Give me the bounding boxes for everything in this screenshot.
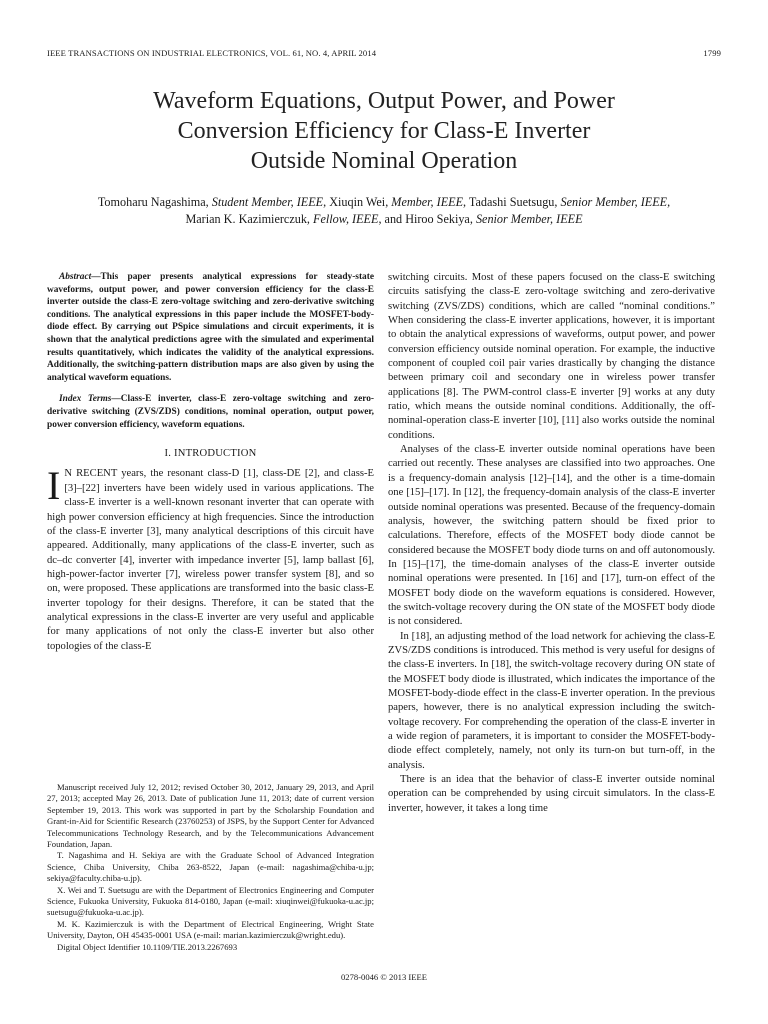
index-terms-label: Index Terms [59,394,112,405]
body-text: Analyses of the class-E inverter outside nominal operations have been carried out recently. These analyses are classified into two approaches. One is a frequency-domain analysis [12]–[14], and the other is a time-domain one [15]–[17]. In [12], the frequency-domain analysis of the class-E inverter outside nominal operations was presented. Because of the frequency-domain analysis, however, the switching pattern should be fixed prior to calculations. Therefore, effects of the MOSFET body diode cannot be considered because the MOSFET body diode turns on and off autonomously. In [15]–[17], the time-domain analyses of the class-E inverter outside nominal operations were presented. In [16] and [17], turn-on effect of the MOSFET body diode on the waveform equations is considered. However, the switch-voltage recovery during the [388,444,715,613]
body-paragraph: There is an idea that the behavior of class-E inverter outside nominal operation can be comprehended by using circuit simulators. In the class-E inverter, however, it takes a long time [388,774,715,814]
journal-name: IEEE TRANSACTIONS ON INDUSTRIAL ELECTRONICS, VOL. 61, NO. 4, APRIL 2014 [47,48,377,58]
body-text: In [18], an adjusting method of the load network for achieving the class-E ZVS/ZDS conditions is introduced. This method is very useful for designs of the class-E inverters. In [18], the switch-voltage recovery during [388,630,715,671]
author-membership: Senior Member, IEEE, [560,195,671,209]
page-number: 1799 [703,48,721,58]
footnote-affiliation: X. Wei and T. Suetsugu are with the Department of Electronics Engineering and Computer Science, Fukuoka University, Fukuoka 814-0180, Japan (e-mail: xiuqinwei@fukuoka-u.ac.jp; suetsugu@fukuoka-u.ac.jp). [47,884,374,918]
author-membership: Fellow, IEEE [313,211,379,226]
author-name: Marian K. Kazimierczuk, [185,211,314,226]
small-caps-on: ON [555,601,571,613]
index-terms [47,393,374,431]
author-line [40,194,728,211]
section-heading [47,447,374,461]
author-name: , Xiuqin Wei, [323,195,392,209]
abstract-label: Abstract [59,272,92,282]
abstract-text: —This paper presents analytical expressions for steady-state waveforms, output power, and power conversion efficiency for the class-E inverter outside the class-E zero-voltage switching and zero-derivative switching conditions. The analytical expressions in this paper include the MOSFET-body-diode effect. By carrying out PSpice simulations and circuit experiments, it is shown that the analytical predictions agree with the simulated and experimental results quantitatively, which indicates the validity of the analytical expressions. Additionally, the switching-pattern distribution maps are also given by using the analytical waveform equations. [47,272,374,383]
footnote-affiliation: M. K. Kazimierczuk is with the Department of Electrical Engineering, Wright State University, Dayton, OH 45435-0001 USA (e-mail: marian.kazimierczuk@wright.edu). [47,918,374,941]
section-title-rest: NTRODUCTION [177,448,257,460]
abstract [47,271,374,384]
running-head [47,48,721,62]
body-text: state of the MOSFET body diode is illustrated, which indicates the importance of the MOSFET-body-diode effect in the class-E inverter operation. In the previous papers, however, there is no analytical expression including the switch-voltage recovery. For comprehending the operation of the class-E inverter in a wide region of parameters, it is important to consider the MOSFET-body-diode effect completely, namely, not only its turn-on but turn-off, in the analysis. [388,659,715,771]
footnotes [47,782,374,953]
author-list [40,194,728,227]
intro-text: years, the resonant class-D [1], class-DE [2], and class-E [3]–[22] inverters have been widely used in various applications. The class-E inverter is a well-known resonant inverter that can operate with high power conversion efficiency at high frequencies. Since the introduction of the class-E inverter [3], many analytical descriptions of this circuit have appeared. Additionally, many applications of the class-E inverter, such as dc–dc converter [4], inverter with impedance inverter [5], lamp ballast [6], high-power-factor inverter [7], wireless power transfer system [8], and so on, were proposed. These applications are transformed into the basic class-E inverter topology for their designs. Therefore, it can be stated that the analytical expressions in the class-E inverter are very useful and applicable for many applications of not only the class-E inverter but also other topologies of the class-E [47,468,374,652]
author-name: Tomoharu Nagashima, [97,195,212,209]
paper-title [40,86,728,176]
title-line: Outside Nominal Operation [250,148,518,174]
index-terms-text: —Class-E inverter, class-E zero-voltage switching and zero-derivative switching (ZVS/ZDS) conditions, nominal operation, output power, power conversion efficiency, waveform equations. [47,394,374,430]
author-membership: Student Member, IEEE [211,195,324,209]
body-paragraph [388,630,715,773]
left-column [47,271,374,654]
drop-cap: I [47,463,61,509]
copyright-notice: 0278-0046 © 2013 IEEE [340,972,427,982]
section-numeral: I. [164,448,174,460]
right-column [388,271,715,816]
title-line: Waveform Equations, Output Power, and Power [153,88,615,114]
body-paragraph: switching circuits. Most of these papers focused on the class-E switching circuits satisfying the class-E zero-voltage switching and zero-derivative switching (ZVS/ZDS) conditions, which are called “nominal conditions.” When considering the class-E inverter applications, however, it is important to obtain the analytical expressions of waveforms, output power, and power conversion efficiency outside nominal operation. For example, the inductive component of coupled coil pair varies drastically by changing the distance between primary coil and secondary one in wireless power transfer applications [8]. The PWM-control class-E inverter [9] works at any duty ratio, which means the outside nominal conditions. Additionally, the off-nominal-operation class-E inverter [10], [11] also works outside the nominal conditions. [388,272,715,441]
small-caps-on: ON [665,659,682,671]
body-text: state of the MOSFET body diode is not considered. [388,601,715,628]
author-line [40,211,728,228]
title-line: Conversion Efficiency for Class-E Inverter [177,118,591,144]
author-name: , Tadashi Suetsugu, [463,195,561,209]
author-membership: Member, IEEE [391,195,464,209]
author-name: , and Hiroo Sekiya, [378,211,476,226]
section-title-initial: I [173,448,178,460]
author-membership: Senior Member, IEEE [475,211,583,226]
footnote-affiliation: T. Nagashima and H. Sekiya are with the Graduate School of Advanced Integration Science, Chiba University, Chiba 263-8522, Japan (e-mail: nagashima@chiba-u.jp; sekiya@faculty.chiba-u.jp). [47,850,374,884]
body-paragraph [388,443,715,629]
footnote-doi: Digital Object Identifier 10.1109/TIE.2013.2267693 [57,941,238,952]
intro-lead-words: N RECENT [64,468,118,480]
footnote-manuscript: Manuscript received July 12, 2012; revised October 30, 2012, January 29, 2013, and April 27, 2013; accepted May 26, 2013. Date of publication June 11, 2013; date of current version September 19, 2013. This work was supported in part by the Scholarship Foundation and Grant-in-Aid for Scientific Research (23760253) of JSPS, by the Support Center for Advanced Telecommunications Technology Research, and by the Telecommunications Advancement Foundation, Japan. [47,782,374,850]
intro-paragraph [47,463,374,653]
